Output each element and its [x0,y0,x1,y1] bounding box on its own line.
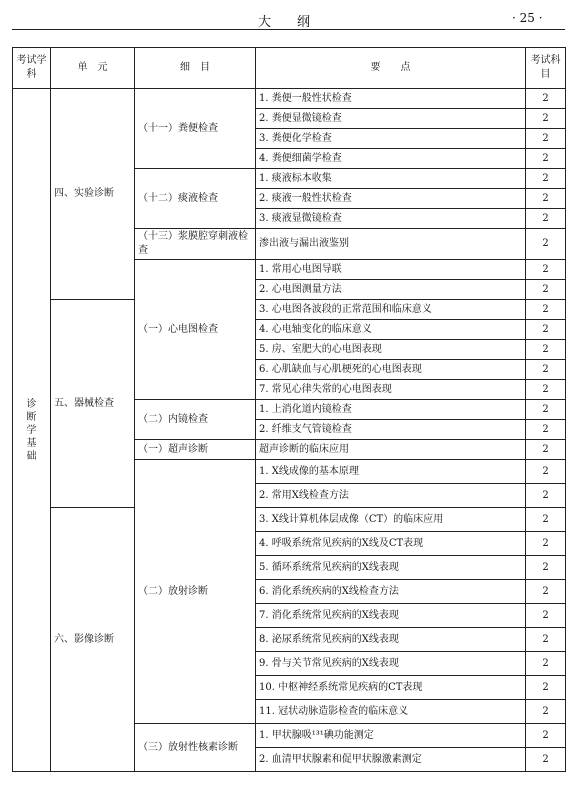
point-cell: 7. 消化系统常见疾病的X线表现 [256,604,526,628]
unit-cell: 四、实验诊断 [51,89,135,300]
point-cell: 3. X线计算机体层成像（CT）的临床应用 [256,508,526,532]
item-cell: （十二）痰液检查 [135,169,256,229]
level-cell: 2 [526,484,566,508]
level-cell: 2 [526,260,566,280]
point-cell: 2. 常用X线检查方法 [256,484,526,508]
level-cell: 2 [526,229,566,260]
point-cell: 2. 痰液一般性状检查 [256,189,526,209]
level-cell: 2 [526,604,566,628]
point-cell: 2. 纤维支气管镜检查 [256,420,526,440]
level-cell: 2 [526,109,566,129]
table-row [13,89,566,109]
point-cell: 10. 中枢神经系统常见疾病的CT表现 [256,676,526,700]
level-cell: 2 [526,652,566,676]
point-cell: 1. X线成像的基本原理 [256,460,526,484]
subject-label: 诊断学基础 [26,398,37,462]
point-cell: 1. 甲状腺吸¹³¹碘功能测定 [256,724,526,748]
point-cell: 2. 血清甲状腺素和促甲状腺激素测定 [256,748,526,772]
point-cell: 8. 泌尿系统常见疾病的X线表现 [256,628,526,652]
level-cell: 2 [526,300,566,320]
point-cell: 超声诊断的临床应用 [256,440,526,460]
unit-cell: 五、器械检查 [51,300,135,508]
page-number: · 25 · [512,11,543,25]
header-title: 大纲 [258,15,337,30]
level-cell: 2 [526,360,566,380]
level-cell: 2 [526,580,566,604]
point-cell: 11. 冠状动脉造影检查的临床意义 [256,700,526,724]
item-cell: （一）超声诊断 [135,440,256,460]
level-cell: 2 [526,676,566,700]
level-cell: 2 [526,169,566,189]
point-cell: 2. 心电图测量方法 [256,280,526,300]
item-cell: （一）心电图检查 [135,260,256,400]
point-cell: 1. 粪便一般性状检查 [256,89,526,109]
syllabus-table-body [13,48,566,772]
item-cell: （三）放射性核素诊断 [135,724,256,772]
item-cell: （二）内镜检查 [135,400,256,440]
level-cell: 2 [526,280,566,300]
header-item: 细 目 [135,48,256,89]
level-cell: 2 [526,209,566,229]
level-cell: 2 [526,724,566,748]
header-point: 要 点 [256,48,526,89]
point-cell: 2. 粪便显微镜检查 [256,109,526,129]
point-cell: 6. 心肌缺血与心肌梗死的心电图表现 [256,360,526,380]
point-cell: 3. 粪便化学检查 [256,129,526,149]
level-cell: 2 [526,380,566,400]
point-cell: 1. 痰液标本收集 [256,169,526,189]
table-row [13,300,566,320]
unit-cell: 六、影像诊断 [51,508,135,772]
header-rule [12,29,565,30]
level-cell: 2 [526,748,566,772]
point-cell: 4. 心电轴变化的临床意义 [256,320,526,340]
header-unit: 单 元 [51,48,135,89]
point-cell: 4. 粪便细菌学检查 [256,149,526,169]
point-cell: 6. 消化系统疾病的X线检查方法 [256,580,526,604]
point-cell: 1. 常用心电图导联 [256,260,526,280]
point-cell: 5. 循环系统常见疾病的X线表现 [256,556,526,580]
table-header-row [13,48,566,89]
level-cell: 2 [526,460,566,484]
level-cell: 2 [526,189,566,209]
point-cell: 9. 骨与关节常见疾病的X线表现 [256,652,526,676]
level-cell: 2 [526,508,566,532]
header-subject: 考试学科 [13,48,51,89]
level-cell: 2 [526,340,566,360]
level-cell: 2 [526,628,566,652]
level-cell: 2 [526,149,566,169]
level-cell: 2 [526,532,566,556]
header-level: 考试科目 [526,48,566,89]
level-cell: 2 [526,320,566,340]
point-cell: 1. 上消化道内镜检查 [256,400,526,420]
level-cell: 2 [526,420,566,440]
level-cell: 2 [526,556,566,580]
item-cell: （二）放射诊断 [135,460,256,724]
point-cell: 3. 痰液显微镜检查 [256,209,526,229]
point-cell: 5. 房、室肥大的心电图表现 [256,340,526,360]
point-cell: 4. 呼吸系统常见疾病的X线及CT表现 [256,532,526,556]
level-cell: 2 [526,700,566,724]
level-cell: 2 [526,89,566,109]
level-cell: 2 [526,400,566,420]
level-cell: 2 [526,440,566,460]
item-cell: （十一）粪便检查 [135,89,256,169]
syllabus-table [12,47,566,772]
point-cell: 渗出液与漏出液鉴别 [256,229,526,260]
subject-cell [13,89,51,772]
item-cell: （十三）浆膜腔穿刺液检查 [135,229,256,260]
point-cell: 3. 心电图各波段的正常范围和临床意义 [256,300,526,320]
level-cell: 2 [526,129,566,149]
point-cell: 7. 常见心律失常的心电图表现 [256,380,526,400]
table-row [13,508,566,532]
